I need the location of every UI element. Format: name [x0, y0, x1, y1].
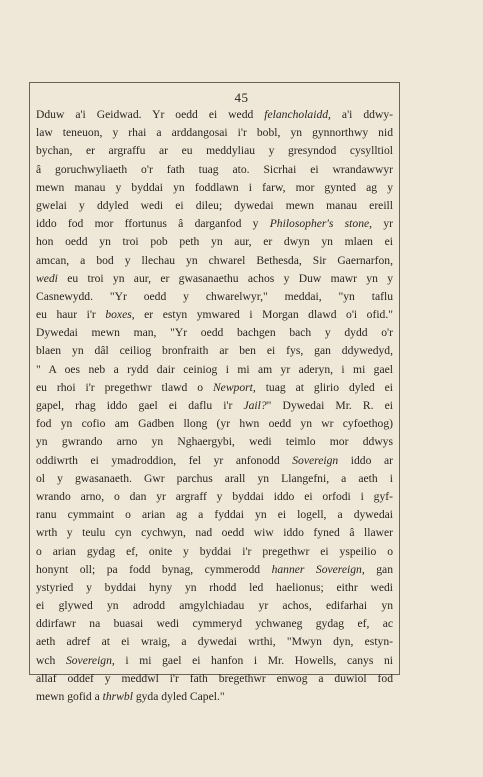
text-segment: Dywedai mewn man, "Yr oedd bachgen bach y dydd o'r: [36, 326, 393, 340]
text-segment: mewn gofid a: [36, 690, 103, 703]
text-segment: law teneuon, y rhai a arddangosai i'r bobl, yn gynnorthwy nid: [36, 126, 393, 140]
text-segment: Casnewydd. "Yr oedd y chwarelwyr," meddai, "yn taflu: [36, 289, 393, 303]
italic-text: boxes,: [105, 308, 135, 322]
text-line: [36, 106, 393, 124]
text-line: [36, 306, 393, 324]
italic-text: Newport,: [212, 380, 256, 394]
text-segment: hon oedd yn troi pob peth yn aur, er dwyn yn mlaen ei: [36, 235, 393, 249]
text-segment: ystyried y byddai hyny yn rhodd led haelionus; eithr wedi: [36, 580, 393, 594]
text-segment: ranu cymmaint o arian ag a fyddai yn ei logell, a dywedai: [36, 508, 393, 522]
text-line: [36, 161, 393, 179]
text-line: [36, 488, 393, 506]
text-line: [36, 470, 393, 488]
text-line: [36, 633, 393, 651]
text-segment: gwelai y ddyled wedi ei dileu; dywedai mewn manau ereill: [36, 198, 393, 212]
text-segment: wrth y teulu cyn cychwyn, nad oedd wiw iddo fyned â llawer: [36, 526, 393, 540]
text-line: [36, 652, 393, 670]
page-number: 45: [234, 90, 249, 105]
text-segment: mewn manau y byddai yn foddlawn i farw, mor gynted ag y: [36, 180, 393, 194]
text-line: [36, 524, 393, 542]
text-segment: wch: [36, 653, 66, 667]
text-line: [36, 197, 393, 215]
text-segment: " Dywedai Mr. R. ei: [266, 399, 393, 412]
text-segment: Dduw a'i Geidwad. Yr oedd ei wedd: [36, 108, 265, 121]
text-segment: bychan, er argraffu ar eu meddyliau y gresyndod cysylltiol: [36, 144, 393, 158]
text-line: [36, 397, 393, 415]
text-segment: â goruchwyliaeth o'r fath tuag ato. Sicrhai ei wrandawwyr: [36, 162, 393, 176]
text-segment: eu troi yn aur, er gwasanaethu achos y Duw mawr yn y: [57, 271, 393, 285]
text-segment: gyda dyled Capel.": [132, 690, 225, 703]
text-line: [36, 324, 393, 342]
text-line: [36, 670, 393, 688]
text-segment: allaf oddef y meddwl i'r fath bregethwr enwog a duwiol fod: [36, 671, 393, 685]
italic-text: wedi: [36, 271, 58, 285]
italic-text: Sovereign,: [65, 653, 115, 667]
text-line: [36, 433, 393, 451]
text-segment: wrando arno, o dan yr argraff y byddai iddo ei orfodi i gyf-: [36, 489, 393, 503]
text-line: [36, 142, 393, 160]
text-line: [36, 288, 393, 306]
text-segment: fod yn cofio am Gadben llong (yr hwn oedd yn wr cyfoethog): [36, 417, 393, 431]
text-line: [36, 506, 393, 524]
text-segment: yn gwrando arno yn Nghaergybi, wedi teimlo mor ddwys: [36, 435, 393, 449]
text-line: [36, 361, 393, 379]
text-segment: eu haur i'r: [36, 308, 106, 322]
italic-text: Sovereign: [292, 453, 339, 467]
italic-text: Jail?: [243, 399, 267, 412]
text-segment: iddo ar: [338, 453, 393, 467]
text-line: [36, 270, 393, 288]
text-segment: oddiwrth ei ymadroddion, fel yr anfonodd: [36, 453, 293, 467]
italic-text: thrwbl: [102, 690, 133, 703]
text-segment: ei glywed yn adrodd amgylchiadau yr achos, edifarhai yn: [36, 599, 393, 613]
italic-text: Philosopher's stone,: [269, 217, 373, 231]
text-segment: er estyn ymwared i Morgan dlawd o'i ofid.": [134, 308, 393, 322]
text-line: [36, 215, 393, 233]
body-text: [36, 106, 393, 706]
text-segment: o arian gydag ef, onite y byddai i'r pregethwr ei yspeilio o: [36, 544, 393, 558]
italic-text: felancholaidd,: [264, 108, 331, 121]
text-segment: tuag at glirio dyled ei: [255, 380, 394, 394]
text-line: [36, 252, 393, 270]
text-segment: gapel, rhag iddo gael ei daflu i'r: [36, 399, 244, 412]
text-segment: yr: [372, 217, 393, 231]
text-segment: eu rhoi i'r pregethwr tlawd o: [36, 380, 213, 394]
text-segment: aeth adref at ei wraig, a dywedai wrthi, "Mwyn dyn, estyn-: [36, 635, 393, 649]
italic-text: hanner Sovereign,: [271, 562, 365, 576]
text-line: [36, 415, 393, 433]
text-line: [36, 452, 393, 470]
text-line: [36, 579, 393, 597]
text-segment: honynt oll; pa fodd bynag, cymmerodd: [36, 562, 272, 576]
text-segment: amcan, a bod y llechau yn chwarel Bethesda, Sir Gaernarfon,: [36, 253, 393, 267]
text-line: [36, 124, 393, 142]
text-line: [36, 233, 393, 251]
text-segment: iddo fod mor ffortunus â darganfod y: [36, 217, 270, 231]
text-line: [36, 688, 393, 706]
text-line: [36, 561, 393, 579]
text-segment: blaen yn dâl ceiliog bronfraith ar ben ei fys, gan ddywedyd,: [36, 344, 393, 358]
text-segment: i mi gael ei hanfon i Mr. Howells, canys ni: [114, 653, 394, 667]
text-segment: ddirfawr na buasai wedi cymmeryd ychwaneg gydag ef, ac: [36, 617, 393, 631]
text-line: [36, 543, 393, 561]
text-segment: gan: [364, 562, 394, 576]
text-line: [36, 379, 393, 397]
text-segment: " A oes neb a rydd dair ceiniog i mi am yr aderyn, i mi gael: [36, 362, 393, 376]
text-line: [36, 179, 393, 197]
text-line: [36, 342, 393, 360]
text-segment: ol y gwasanaeth. Gwr parchus arall yn Llangefni, a aeth i: [36, 471, 393, 485]
text-segment: a'i ddwy-: [330, 108, 393, 121]
text-line: [36, 615, 393, 633]
text-line: [36, 597, 393, 615]
